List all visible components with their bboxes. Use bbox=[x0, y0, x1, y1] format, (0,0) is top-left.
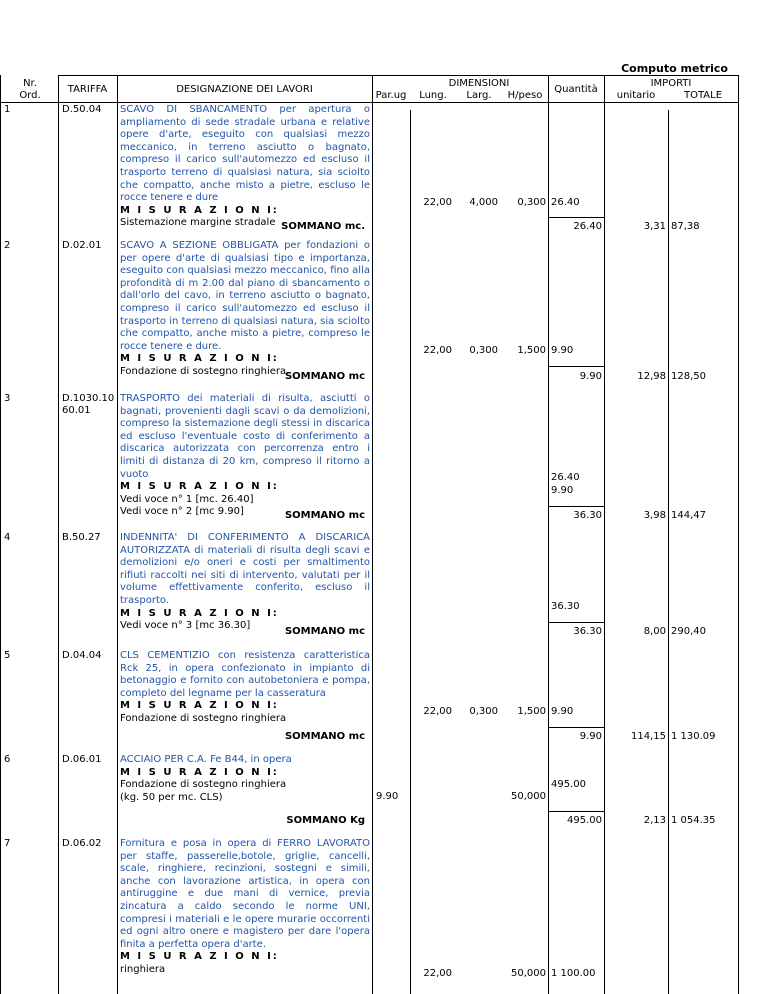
item-lung: 22,00 bbox=[423, 968, 452, 979]
header-dimensioni: DIMENSIONI bbox=[448, 78, 510, 89]
item-quantita: 26.40 bbox=[551, 197, 580, 208]
col-line bbox=[604, 75, 605, 994]
item-quantita: 1 100.00 bbox=[551, 968, 596, 979]
item-totale: 128,50 bbox=[671, 371, 706, 382]
sommano-label: SOMMANO mc bbox=[284, 626, 365, 637]
item-hpeso: 1,500 bbox=[517, 345, 546, 356]
item-description: ACCIAIO PER C.A. Fe B44, in opera M I S U R A Z I O N I: Fondazione di sostegno ringhiera (kg. 50 per mc. CLS) bbox=[120, 754, 292, 803]
col-line bbox=[410, 110, 411, 994]
sommano-label: SOMMANO mc bbox=[284, 510, 365, 521]
item-nr: 5 bbox=[4, 650, 11, 661]
item-larg: 0,300 bbox=[469, 706, 498, 717]
item-tariffa: D.02.01 bbox=[62, 240, 102, 251]
item-nr: 1 bbox=[4, 104, 11, 115]
item-par-ug: 9.90 bbox=[376, 791, 399, 802]
header-quantita: Quantità bbox=[554, 84, 598, 95]
sum-rule bbox=[548, 622, 604, 623]
item-tariffa: D.06.01 bbox=[62, 754, 102, 765]
item-quantita: 495.00 bbox=[551, 779, 586, 790]
col-line bbox=[548, 75, 549, 994]
header-bottom-rule bbox=[0, 102, 738, 103]
item-tariffa: D.04.04 bbox=[62, 650, 102, 661]
item-description: SCAVO DI SBANCAMENTO per apertura o ampliamento di sede stradale urbana e relative opere d'arte, eseguito con qualsiasi mezzo meccanico, in terreno asciutto o bagnato, compreso il carico sull'automezzo ed escluso il trasporto terreno di qualsiasi natura, sia sciolto che compatto, anche misto a pietre, escluso le rocce tenere e dure M I S U R A Z I O N I: Sistemazione margine stradale bbox=[120, 104, 370, 229]
item-tariffa: D.06.02 bbox=[62, 838, 102, 849]
item-nr: 4 bbox=[4, 532, 11, 543]
sommano-label: SOMMANO Kg bbox=[286, 815, 365, 826]
item-totale: 87,38 bbox=[671, 221, 700, 232]
item-unitario: 3,98 bbox=[643, 510, 666, 521]
item-quantita-b: 9.90 bbox=[551, 485, 574, 496]
col-line bbox=[668, 110, 669, 994]
item-totale: 290,40 bbox=[671, 626, 706, 637]
item-tariffa: D.1030.10 60.01 bbox=[62, 393, 115, 416]
sum-rule bbox=[548, 727, 604, 728]
item-description: INDENNITA' DI CONFERIMENTO A DISCARICA AUTORIZZATA di materiali di risulta degli scavi e demolizioni e/o oneri e costi per smaltimento rifiuti raccolti nei siti di intervento, valutati per il volume effettivamente conferito, escluso il trasporto. M I S U R A Z I O N I: Vedi voce n° 3 [mc 36.30] bbox=[120, 532, 370, 632]
item-quantita-a: 26.40 bbox=[551, 472, 580, 483]
col-line bbox=[738, 75, 739, 994]
document-title: Computo metrico bbox=[621, 62, 728, 75]
header-larg: Larg. bbox=[466, 90, 492, 101]
item-larg: 4,000 bbox=[469, 197, 498, 208]
sum-rule bbox=[548, 506, 604, 507]
item-hpeso: 50,000 bbox=[511, 968, 546, 979]
item-nr: 7 bbox=[4, 838, 11, 849]
header-tariffa: TARIFFA bbox=[67, 84, 108, 95]
item-nr: 6 bbox=[4, 754, 11, 765]
item-quantita: 9.90 bbox=[551, 345, 574, 356]
sum-rule bbox=[548, 811, 604, 812]
item-unitario: 8,00 bbox=[643, 626, 666, 637]
sum-rule bbox=[548, 217, 604, 218]
col-line bbox=[117, 75, 118, 994]
item-totale: 144,47 bbox=[671, 510, 706, 521]
sommano-label: SOMMANO mc bbox=[284, 731, 365, 742]
col-line-left bbox=[0, 75, 1, 994]
item-totale: 1 054.35 bbox=[671, 815, 716, 826]
header-hpeso: H/peso bbox=[507, 90, 543, 101]
item-unitario: 12,98 bbox=[637, 371, 666, 382]
header-unitario: unitario bbox=[616, 90, 656, 101]
item-hpeso: 50,000 bbox=[511, 791, 546, 802]
item-tariffa: D.50.04 bbox=[62, 104, 102, 115]
item-description: SCAVO A SEZIONE OBBLIGATA per fondazioni o per opere d'arte di qualsiasi tipo e importanza, eseguito con qualsiasi mezzo meccanico, fino alla profondità di m 2.00 dal piano di sbancamento o dall'orlo del cavo, in terreno asciutto o bagnato, compreso il carico sull'automezzo ed escluso il trasporto in terreno di qualsiasi natura, sia sciolto che compatto, anche misto a pietre, compreso le rocce tenere e dure. M I S U R A Z I O N I: Fondazione di sostegno ringhiera bbox=[120, 240, 370, 377]
item-lung: 22,00 bbox=[423, 706, 452, 717]
item-hpeso: 1,500 bbox=[517, 706, 546, 717]
sommano-qty: 26.40 bbox=[573, 221, 602, 232]
item-quantita: 9.90 bbox=[551, 706, 574, 717]
header-top-rule bbox=[58, 75, 738, 76]
col-line bbox=[372, 75, 373, 994]
item-unitario: 114,15 bbox=[631, 731, 666, 742]
sommano-qty: 495.00 bbox=[567, 815, 602, 826]
item-nr: 3 bbox=[4, 393, 11, 404]
header-nr: Nr. Ord. bbox=[19, 78, 41, 101]
sum-rule bbox=[548, 366, 604, 367]
item-tariffa: B.50.27 bbox=[62, 532, 101, 543]
sommano-qty: 9.90 bbox=[579, 731, 602, 742]
item-unitario: 2,13 bbox=[643, 815, 666, 826]
item-nr: 2 bbox=[4, 240, 11, 251]
sommano-qty: 9.90 bbox=[579, 371, 602, 382]
header-par-ug: Par.ug bbox=[375, 90, 407, 101]
item-description: CLS CEMENTIZIO con resistenza caratteristica Rck 25, in opera confezionato in impianto di betonaggio e fornito con autobetoniera e pompa, completo del legname per la casseratura M I S U R A Z I O N I: Fondazione di sostegno ringhiera bbox=[120, 650, 370, 724]
col-line bbox=[58, 75, 59, 994]
item-totale: 1 130.09 bbox=[671, 731, 716, 742]
item-hpeso: 0,300 bbox=[517, 197, 546, 208]
item-quantita: 36.30 bbox=[551, 601, 580, 612]
header-designazione: DESIGNAZIONE DEI LAVORI bbox=[176, 84, 313, 95]
item-unitario: 3,31 bbox=[643, 221, 666, 232]
item-larg: 0,300 bbox=[469, 345, 498, 356]
header-importi: IMPORTI bbox=[650, 78, 692, 89]
sommano-label: SOMMANO mc. bbox=[281, 221, 365, 232]
sommano-qty: 36.30 bbox=[573, 626, 602, 637]
header-totale: TOTALE bbox=[683, 90, 723, 101]
item-description: Fornitura e posa in opera di FERRO LAVORATO per staffe, passerelle,botole, griglie, cancelli, scale, ringhiere, recinzioni, sostegni e simili, anche con lavorazione artistica, in opera con antiruggine e due mani di vernice, previa zincatura a caldo secondo le norme UNI, compresi i materiali e le opere murarie occorrenti ed ogni altro onere e magistero per dare l'opera finita a perfetta opera d'arte. M I S U R A Z I O N I: ringhiera bbox=[120, 838, 370, 975]
header-lung: Lung. bbox=[419, 90, 447, 101]
sommano-label: SOMMANO mc bbox=[284, 371, 365, 382]
item-description: TRASPORTO dei materiali di risulta, asciutti o bagnati, provenienti dagli scavi o da demolizioni, compreso la sistemazione degli stessi in discarica ed escluso l'eventuale costo di conferimento a discarica autorizzata con percorrenza entro i limiti di distanza di 20 km, compreso il ritorno a vuoto M I S U R A Z I O N I: Vedi voce n° 1 [mc. 26.40] Vedi voce n° 2 [mc 9.90] bbox=[120, 393, 370, 518]
sommano-qty: 36.30 bbox=[573, 510, 602, 521]
item-lung: 22,00 bbox=[423, 197, 452, 208]
item-lung: 22,00 bbox=[423, 345, 452, 356]
